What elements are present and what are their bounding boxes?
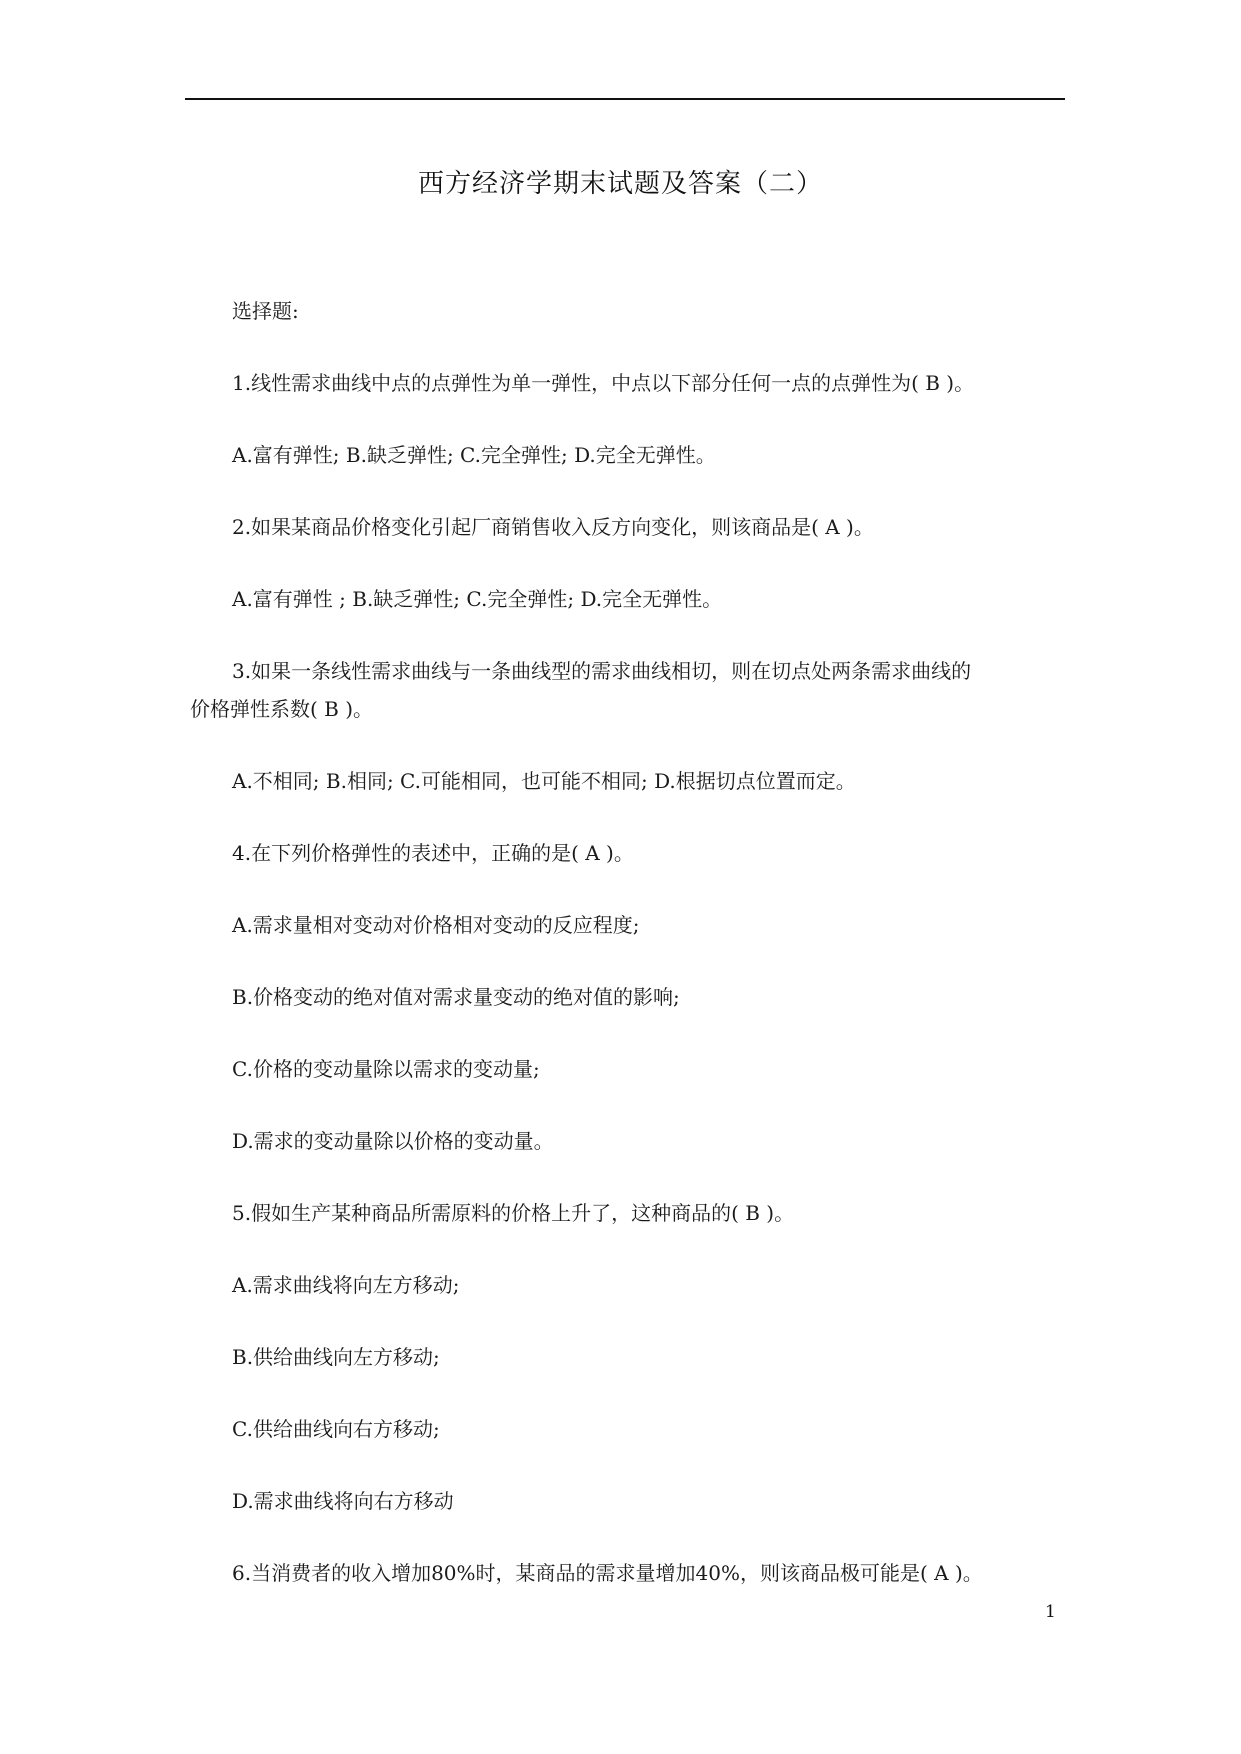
question-4-option-b: B.价格变动的绝对值对需求量变动的绝对值的影响; bbox=[232, 985, 680, 1009]
question-4-option-c: C.价格的变动量除以需求的变动量; bbox=[232, 1057, 540, 1081]
question-5-option-d: D.需求曲线将向右方移动 bbox=[232, 1489, 454, 1513]
question-4: 4.在下列价格弹性的表述中，正确的是( A )。 bbox=[232, 841, 634, 865]
header-rule bbox=[185, 98, 1065, 100]
question-2: 2.如果某商品价格变化引起厂商销售收入反方向变化，则该商品是( A )。 bbox=[232, 515, 874, 539]
question-3: 3.如果一条线性需求曲线与一条曲线型的需求曲线相切，则在切点处两条需求曲线的 bbox=[232, 659, 972, 683]
question-1-options: A.富有弹性; B.缺乏弹性; C.完全弹性; D.完全无弹性。 bbox=[232, 443, 716, 467]
question-3-continued: 价格弹性系数( B )。 bbox=[190, 697, 374, 721]
question-4-option-a: A.需求量相对变动对价格相对变动的反应程度; bbox=[232, 913, 640, 937]
question-5-option-b: B.供给曲线向左方移动; bbox=[232, 1345, 440, 1369]
document-title: 西方经济学期末试题及答案（二） bbox=[417, 169, 823, 199]
question-5-option-a: A.需求曲线将向左方移动; bbox=[232, 1273, 460, 1297]
question-5-option-c: C.供给曲线向右方移动; bbox=[232, 1417, 440, 1441]
question-3-options: A.不相同; B.相同; C.可能相同，也可能不相同; D.根据切点位置而定。 bbox=[232, 769, 856, 793]
question-2-options: A.富有弹性 ; B.缺乏弹性; C.完全弹性; D.完全无弹性。 bbox=[232, 587, 723, 611]
question-5: 5.假如生产某种商品所需原料的价格上升了，这种商品的( B )。 bbox=[232, 1201, 795, 1225]
question-6: 6.当消费者的收入增加80%时，某商品的需求量增加40%，则该商品极可能是( A )。 bbox=[232, 1561, 983, 1585]
section-heading: 选择题: bbox=[232, 299, 299, 323]
question-1: 1.线性需求曲线中点的点弹性为单一弹性，中点以下部分任何一点的点弹性为( B )。 bbox=[232, 371, 975, 395]
page-number: 1 bbox=[1045, 1602, 1056, 1622]
question-4-option-d: D.需求的变动量除以价格的变动量。 bbox=[232, 1129, 554, 1153]
